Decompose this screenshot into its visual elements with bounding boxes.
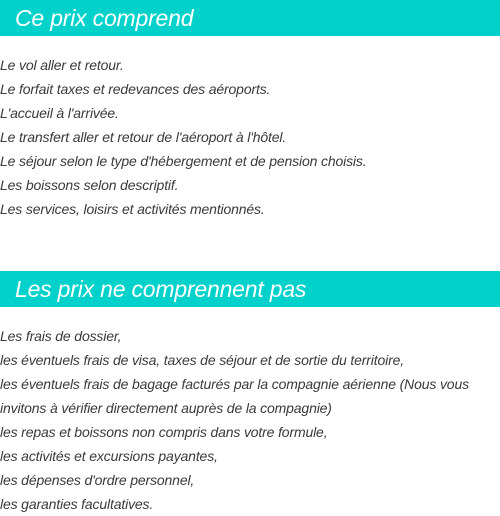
list-item: les garanties facultatives. [0, 496, 154, 512]
list-item: les dépenses d'ordre personnel, [0, 472, 195, 488]
list-item: Les frais de dossier, [0, 328, 122, 344]
list-item: Les services, loisirs et activités mentionnés. [0, 201, 265, 217]
list-item: les éventuels frais de visa, taxes de séjour et de sortie du territoire, [0, 352, 404, 368]
list-item: invitons à vérifier directement auprès de la compagnie) [0, 400, 332, 416]
list-item: Le séjour selon le type d'hébergement et de pension choisis. [0, 153, 367, 169]
list-item: L'accueil à l'arrivée. [0, 105, 119, 121]
list-item: les éventuels frais de bagage facturés par la compagnie aérienne (Nous vous [0, 376, 469, 392]
list-item: les activités et excursions payantes, [0, 448, 218, 464]
excludes-section-title: Les prix ne comprennent pas [0, 271, 500, 307]
list-item: Le forfait taxes et redevances des aéroports. [0, 81, 271, 97]
list-item: Le transfert aller et retour de l'aéroport à l'hôtel. [0, 129, 287, 145]
list-item: Le vol aller et retour. [0, 57, 124, 73]
excludes-list [0, 324, 500, 516]
list-item: les repas et boissons non compris dans votre formule, [0, 424, 328, 440]
includes-list [0, 53, 500, 221]
list-item: Les boissons selon descriptif. [0, 177, 179, 193]
includes-section-title: Ce prix comprend [0, 0, 500, 36]
